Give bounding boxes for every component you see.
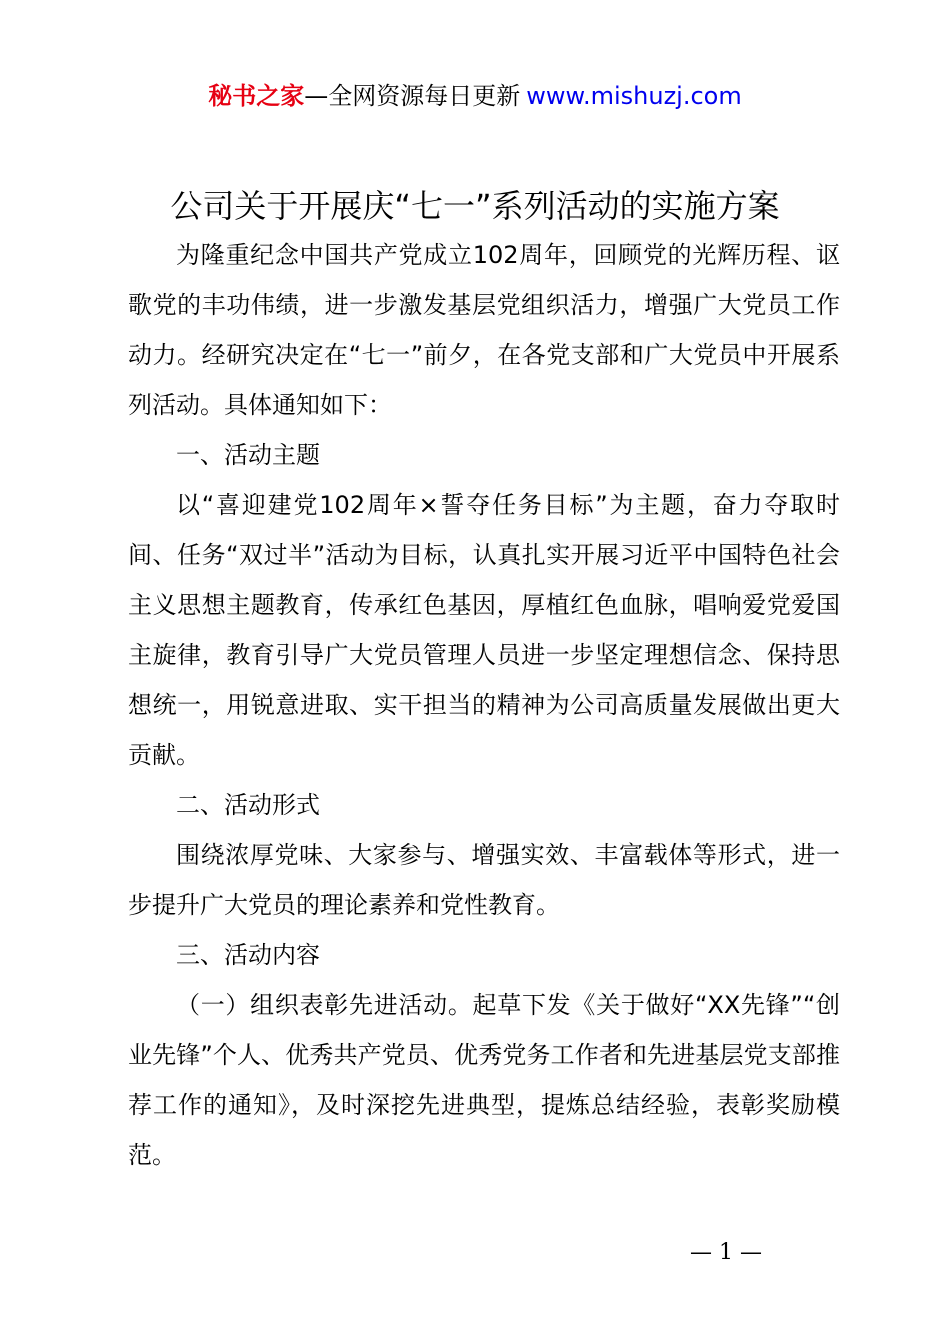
- section-text-theme: 以“喜迎建党102周年×誓夺任务目标”为主题，奋力夺取时间、任务“双过半”活动为目标，认真扎实开展习近平中国特色社会主义思想主题教育，传承红色基因，厚植红色血脉，唱响爱党爱国主旋律，教育引导广大党员管理人员进一步坚定理想信念、保持思想统一，用锐意进取、实干担当的精神为公司高质量发展做出更大贡献。: [128, 491, 840, 769]
- intro-paragraph: 为隆重纪念中国共产党成立102周年，回顾党的光辉历程、讴歌党的丰功伟绩，进一步激发基层党组织活力，增强广大党员工作动力。经研究决定在“七一”前夕，在各党支部和广大党员中开展系列活动。具体通知如下：: [128, 241, 840, 419]
- section-text-form: 围绕浓厚党味、大家参与、增强实效、丰富载体等形式，进一步提升广大党员的理论素养和党性教育。: [128, 841, 840, 919]
- site-tagline: —全网资源每日更新: [304, 82, 521, 110]
- site-url-link[interactable]: www.mishuzj.com: [526, 82, 742, 110]
- section-heading-theme: 一、活动主题: [176, 441, 320, 469]
- section-heading-content: 三、活动内容: [176, 941, 320, 969]
- site-brand: 秘书之家: [208, 82, 305, 110]
- section-text-content: （一）组织表彰先进活动。起草下发《关于做好“XX先锋”“创业先锋”个人、优秀共产党员、优秀党务工作者和先进基层党支部推荐工作的通知》，及时深挖先进典型，提炼总结经验，表彰奖励模范。: [128, 991, 840, 1169]
- site-banner: [0, 80, 950, 112]
- document-title: 公司关于开展庆“七一”系列活动的实施方案: [170, 187, 780, 225]
- section-heading-form: 二、活动形式: [176, 791, 320, 819]
- page-number: — 1 —: [690, 1240, 762, 1265]
- document-body: [128, 230, 840, 1180]
